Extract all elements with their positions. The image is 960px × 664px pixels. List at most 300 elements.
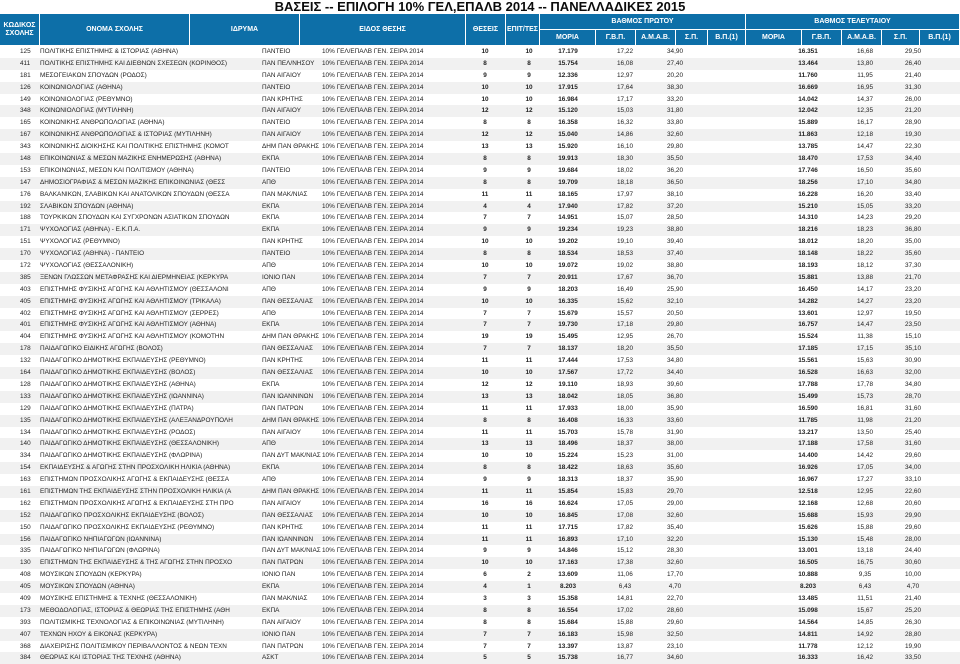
cell-first-moria: 15.679 <box>558 309 578 317</box>
cell-last-moria: 14.811 <box>798 630 818 638</box>
cell-positions: 9 <box>483 226 487 234</box>
cell-first-amab: 31,00 <box>667 452 683 460</box>
cell-institution: ΠΑΝ ΠΑΤΡΩΝ <box>262 642 304 650</box>
cell-code: 167 <box>20 131 31 139</box>
cell-first-gbp: 15,88 <box>617 618 633 626</box>
cell-last-amab: 24,40 <box>905 547 921 555</box>
cell-last-amab: 23,20 <box>905 297 921 305</box>
cell-first-amab: 33,80 <box>667 119 683 127</box>
cell-first-moria: 18.534 <box>558 250 578 258</box>
table-row <box>0 82 960 94</box>
cell-first-moria: 15.738 <box>558 654 578 662</box>
cell-last-moria: 15.098 <box>798 606 818 614</box>
cell-first-gbp: 16,49 <box>617 285 633 293</box>
cell-last-amab: 4,70 <box>906 583 920 591</box>
cell-school: ΠΑΙΔΑΓΩΓΙΚΟ ΕΙΔΙΚΗΣ ΑΓΩΓΗΣ (ΒΟΛΟΣ) <box>40 345 163 353</box>
table-row <box>0 605 960 617</box>
cell-last-gbp: 13,18 <box>857 547 873 555</box>
cell-last-amab: 28,80 <box>905 630 921 638</box>
cell-institution: ΑΣΚΤ <box>262 654 279 662</box>
cell-positions: 7 <box>483 309 487 317</box>
table-row <box>0 569 960 581</box>
cell-institution: ΠΑΝ ΑΙΓΑΙΟΥ <box>262 428 301 436</box>
table-body <box>0 46 960 664</box>
cell-last-amab: 30,60 <box>905 559 921 567</box>
cell-positions: 8 <box>483 464 487 472</box>
cell-school: ΕΠΙΣΤΗΜΗΣ ΦΥΣΙΚΗΣ ΑΓΩΓΗΣ ΚΑΙ ΑΘΛΗΤΙΣΜΟΥ (ΑΘΗΝΑ) <box>40 321 217 329</box>
cell-last-gbp: 14,47 <box>857 321 873 329</box>
cell-school: ΜΟΥΣΙΚΗΣ ΕΠΙΣΤΗΜΗΣ & ΤΕΧΝΗΣ (ΘΕΣΣΑΛΟΝΙΚΗ) <box>40 594 197 602</box>
cell-first-moria: 16.845 <box>558 511 578 519</box>
cell-positions: 12 <box>481 131 489 139</box>
cell-last-moria: 18.256 <box>798 178 818 186</box>
cell-admitted: 2 <box>527 571 531 579</box>
cell-last-moria: 15.881 <box>798 273 818 281</box>
table-row <box>0 403 960 415</box>
cell-type: 10% ΓΕΛ/ΕΠΑΛΒ ΓΕΝ. ΣΕΙΡΑ 2014 <box>322 262 424 270</box>
cell-type: 10% ΓΕΛ/ΕΠΑΛΒ ΓΕΝ. ΣΕΙΡΑ 2014 <box>322 535 424 543</box>
cell-first-amab: 29,80 <box>667 143 683 151</box>
cell-institution: ΠΑΝ ΔΥΤ ΜΑΚ/ΝΙΑΣ <box>262 452 321 460</box>
cell-type: 10% ΓΕΛ/ΕΠΑΛΒ ΓΕΝ. ΣΕΙΡΑ 2014 <box>322 452 424 460</box>
cell-school: ΕΠΙΣΤΗΜΩΝ ΤΗΣ ΕΚΠΑΙΔΕΥΣΗΣ ΣΤΗΝ ΠΡΟΣΧΟΛΙΚΗ ΗΛΙΚΙΑ (Α <box>40 487 232 495</box>
cell-code: 135 <box>20 416 31 424</box>
cell-last-gbp: 18,20 <box>857 238 873 246</box>
header-school: ΟΝΟΜΑ ΣΧΟΛΗΣ <box>40 14 190 46</box>
cell-type: 10% ΓΕΛ/ΕΠΑΛΒ ΓΕΝ. ΣΕΙΡΑ 2014 <box>322 618 424 626</box>
cell-first-moria: 15.684 <box>558 618 578 626</box>
cell-last-gbp: 13,88 <box>857 273 873 281</box>
table-row <box>0 331 960 343</box>
cell-first-gbp: 18,18 <box>617 178 633 186</box>
cell-first-amab: 26,70 <box>667 333 683 341</box>
cell-school: ΠΑΙΔΑΓΩΓΙΚΟ ΔΗΜΟΤΙΚΗΣ ΕΚΠΑΙΔΕΥΣΗΣ (ΡΕΘΥΜΝΟ) <box>40 357 206 365</box>
cell-institution: ΠΑΝ ΚΡΗΤΗΣ <box>262 523 303 531</box>
cell-last-moria: 14.282 <box>798 297 818 305</box>
cell-first-gbp: 16,33 <box>617 416 633 424</box>
cell-type: 10% ΓΕΛ/ΕΠΑΛΒ ΓΕΝ. ΣΕΙΡΑ 2014 <box>322 107 424 115</box>
cell-last-moria: 17.746 <box>798 166 818 174</box>
header-last-gbp: Γ.Β.Π. <box>802 30 842 46</box>
cell-code: 161 <box>20 487 31 495</box>
cell-type: 10% ΓΕΛ/ΕΠΑΛΒ ΓΕΝ. ΣΕΙΡΑ 2014 <box>322 642 424 650</box>
cell-first-moria: 14.951 <box>558 214 578 222</box>
cell-school: ΠΑΙΔΑΓΩΓΙΚΟ ΝΗΠΙΑΓΩΓΩΝ (ΦΛΩΡΙΝΑ) <box>40 547 160 555</box>
cell-first-gbp: 18,02 <box>617 166 633 174</box>
cell-positions: 7 <box>483 321 487 329</box>
cell-admitted: 1 <box>527 583 531 591</box>
header-first-score: ΒΑΘΜΟΣ ΠΡΩΤΟΥ <box>540 14 746 30</box>
table-row <box>0 224 960 236</box>
table-row <box>0 308 960 320</box>
cell-last-gbp: 12,97 <box>857 309 873 317</box>
cell-first-amab: 25,90 <box>667 285 683 293</box>
cell-type: 10% ΓΕΛ/ΕΠΑΛΒ ΓΕΝ. ΣΕΙΡΑ 2014 <box>322 499 424 507</box>
header-first-amab: Α.Μ.Α.Β. <box>636 30 676 46</box>
cell-school: ΞΕΝΩΝ ΓΛΩΣΣΩΝ ΜΕΤΑΦΡΑΣΗΣ ΚΑΙ ΔΙΕΡΜΗΝΕΙΑΣ (ΚΕΡΚΥΡΑ <box>40 273 229 281</box>
table-row <box>0 201 960 213</box>
cell-last-amab: 29,90 <box>905 511 921 519</box>
header-last-moria: ΜΟΡΙΑ <box>746 30 802 46</box>
cell-first-gbp: 15,98 <box>617 630 633 638</box>
table-row <box>0 165 960 177</box>
cell-school: ΠΟΛΙΤΙΚΗΣ ΕΠΙΣΤΗΜΗΣ & ΙΣΤΟΡΙΑΣ (ΑΘΗΝΑ) <box>40 48 178 55</box>
cell-last-gbp: 18,23 <box>857 226 873 234</box>
cell-first-gbp: 17,67 <box>617 273 633 281</box>
table-row <box>0 593 960 605</box>
cell-admitted: 5 <box>527 654 531 662</box>
table-row <box>0 462 960 474</box>
cell-school: ΕΚΠΑΙΔΕΥΣΗΣ & ΑΓΩΓΗΣ ΣΤΗΝ ΠΡΟΣΧΟΛΙΚΗ ΗΛΙΚΙΑ (ΑΘΗΝΑ) <box>40 464 231 472</box>
cell-admitted: 8 <box>527 59 531 67</box>
cell-last-moria: 17.188 <box>798 440 818 448</box>
cell-school: ΕΠΙΣΤΗΜΗΣ ΦΥΣΙΚΗΣ ΑΓΩΓΗΣ ΚΑΙ ΑΘΛΗΤΙΣΜΟΥ (ΚΟΜΟΤΗΝ <box>40 333 225 341</box>
cell-school: ΤΕΧΝΩΝ ΗΧΟΥ & ΕΙΚΟΝΑΣ (ΚΕΡΚΥΡΑ) <box>40 630 158 638</box>
cell-admitted: 8 <box>527 178 531 186</box>
cell-first-moria: 15.040 <box>558 131 578 139</box>
cell-last-amab: 33,20 <box>905 202 921 210</box>
cell-last-moria: 12.168 <box>798 499 818 507</box>
cell-first-amab: 32,20 <box>667 535 683 543</box>
cell-first-moria: 16.335 <box>558 297 578 305</box>
cell-last-gbp: 14,47 <box>857 143 873 151</box>
cell-first-amab: 28,30 <box>667 547 683 555</box>
cell-last-gbp: 14,17 <box>857 285 873 293</box>
cell-code: 165 <box>20 119 31 127</box>
cell-code: 149 <box>20 95 31 103</box>
cell-admitted: 10 <box>525 83 533 91</box>
cell-first-moria: 17.715 <box>558 523 578 531</box>
cell-first-moria: 16.554 <box>558 606 578 614</box>
cell-institution: ΠΑΝ ΑΙΓΑΙΟΥ <box>262 618 301 626</box>
cell-code: 343 <box>20 143 31 151</box>
cell-type: 10% ΓΕΛ/ΕΠΑΛΒ ΓΕΝ. ΣΕΙΡΑ 2014 <box>322 250 424 258</box>
cell-last-moria: 8.203 <box>800 583 816 591</box>
cell-last-gbp: 14,85 <box>857 618 873 626</box>
cell-last-moria: 11.778 <box>798 642 818 650</box>
cell-first-amab: 32,50 <box>667 630 683 638</box>
cell-first-moria: 16.893 <box>558 535 578 543</box>
cell-last-amab: 35,60 <box>905 166 921 174</box>
cell-admitted: 8 <box>527 155 531 163</box>
cell-first-gbp: 17,97 <box>617 190 633 198</box>
cell-last-gbp: 16,75 <box>857 559 873 567</box>
cell-last-moria: 15.889 <box>798 119 818 127</box>
cell-type: 10% ΓΕΛ/ΕΠΑΛΒ ΓΕΝ. ΣΕΙΡΑ 2014 <box>322 131 424 139</box>
cell-admitted: 9 <box>527 71 531 79</box>
cell-first-gbp: 6,43 <box>618 583 632 591</box>
cell-last-amab: 31,30 <box>905 83 921 91</box>
cell-institution: ΠΑΝ ΘΕΣΣΑΛΙΑΣ <box>262 511 313 519</box>
cell-code: 173 <box>20 606 31 614</box>
cell-first-moria: 17.933 <box>558 404 578 412</box>
cell-first-moria: 15.224 <box>558 452 578 460</box>
cell-last-gbp: 12,18 <box>857 131 873 139</box>
cell-type: 10% ΓΕΛ/ΕΠΑΛΒ ΓΕΝ. ΣΕΙΡΑ 2014 <box>322 95 424 103</box>
cell-last-gbp: 17,53 <box>857 155 873 163</box>
cell-type: 10% ΓΕΛ/ΕΠΑΛΒ ΓΕΝ. ΣΕΙΡΑ 2014 <box>322 380 424 388</box>
cell-type: 10% ΓΕΛ/ΕΠΑΛΒ ΓΕΝ. ΣΕΙΡΑ 2014 <box>322 309 424 317</box>
cell-last-gbp: 14,92 <box>857 630 873 638</box>
cell-institution: ΠΑΝ ΚΡΗΤΗΣ <box>262 357 303 365</box>
cell-institution: ΔΗΜ ΠΑΝ ΘΡΑΚΗΣ <box>262 416 320 424</box>
cell-last-amab: 29,20 <box>905 214 921 222</box>
cell-first-amab: 29,00 <box>667 499 683 507</box>
header-inst: ΙΔΡΥΜΑ <box>190 14 300 46</box>
cell-code: 162 <box>20 499 31 507</box>
cell-first-amab: 17,70 <box>667 571 683 579</box>
cell-positions: 11 <box>481 535 489 543</box>
cell-institution: ΠΑΝΤΕΙΟ <box>262 119 291 127</box>
cell-admitted: 10 <box>525 559 533 567</box>
table-header <box>0 14 960 46</box>
cell-positions: 9 <box>483 547 487 555</box>
cell-admitted: 8 <box>527 606 531 614</box>
cell-last-moria: 15.561 <box>798 357 818 365</box>
cell-last-amab: 23,50 <box>905 321 921 329</box>
cell-first-gbp: 15,62 <box>617 297 633 305</box>
cell-school: ΔΙΑΧΕΙΡΙΣΗΣ ΠΟΛΙΤΙΣΜΙΚΟΥ ΠΕΡΙΒΑΛΛΟΝΤΟΣ & ΝΕΩΝ ΤΕΧΝ <box>40 642 227 650</box>
cell-first-moria: 16.408 <box>558 416 578 424</box>
cell-last-gbp: 6,43 <box>858 583 872 591</box>
cell-institution: ΠΑΝ ΑΙΓΑΙΟΥ <box>262 107 301 115</box>
cell-first-moria: 19.110 <box>558 380 578 388</box>
cell-last-moria: 16.505 <box>798 559 818 567</box>
table-row <box>0 522 960 534</box>
cell-last-amab: 35,60 <box>905 250 921 258</box>
cell-last-moria: 15.499 <box>798 392 818 400</box>
cell-first-amab: 35,60 <box>667 464 683 472</box>
cell-first-gbp: 18,30 <box>617 155 633 163</box>
cell-first-amab: 31,90 <box>667 428 683 436</box>
cell-first-gbp: 15,57 <box>617 309 633 317</box>
cell-last-gbp: 17,15 <box>857 345 873 353</box>
cell-school: ΔΗΜΟΣΙΟΓΡΑΦΙΑΣ & ΜΕΣΩΝ ΜΑΖΙΚΗΣ ΕΠΙΚΟΙΝΩΝΙΑΣ (ΘΕΣΣ <box>40 178 226 186</box>
cell-first-amab: 29,80 <box>667 321 683 329</box>
cell-first-gbp: 15,12 <box>617 547 633 555</box>
cell-code: 402 <box>20 309 31 317</box>
cell-institution: ΕΚΠΑ <box>262 202 280 210</box>
cell-positions: 7 <box>483 273 487 281</box>
cell-institution: ΕΚΠΑ <box>262 214 280 222</box>
cell-type: 10% ΓΕΛ/ΕΠΑΛΒ ΓΕΝ. ΣΕΙΡΑ 2014 <box>322 48 424 55</box>
cell-first-amab: 31,80 <box>667 107 683 115</box>
cell-first-amab: 27,40 <box>667 59 683 67</box>
cell-admitted: 10 <box>525 369 533 377</box>
cell-first-gbp: 17,08 <box>617 511 633 519</box>
cell-last-moria: 16.590 <box>798 404 818 412</box>
cell-first-amab: 28,50 <box>667 214 683 222</box>
cell-positions: 5 <box>483 654 487 662</box>
cell-first-amab: 36,50 <box>667 178 683 186</box>
cell-last-amab: 26,40 <box>905 59 921 67</box>
cell-positions: 12 <box>481 380 489 388</box>
cell-institution: ΠΑΝ ΑΙΓΑΙΟΥ <box>262 499 301 507</box>
cell-first-amab: 33,60 <box>667 416 683 424</box>
cell-last-moria: 13.601 <box>798 309 818 317</box>
cell-institution: ΙΟΝΙΟ ΠΑΝ <box>262 273 296 281</box>
cell-code: 148 <box>20 155 31 163</box>
cell-institution: ΠΑΝ ΙΩΑΝΝΙΝΩΝ <box>262 392 314 400</box>
cell-first-moria: 18.137 <box>558 345 578 353</box>
cell-last-gbp: 15,05 <box>857 202 873 210</box>
cell-first-gbp: 17,18 <box>617 321 633 329</box>
cell-first-amab: 35,90 <box>667 476 683 484</box>
cell-last-moria: 15.210 <box>798 202 818 210</box>
cell-positions: 11 <box>481 487 489 495</box>
cell-admitted: 7 <box>527 345 531 353</box>
cell-admitted: 10 <box>525 238 533 246</box>
cell-last-amab: 34,40 <box>905 155 921 163</box>
cell-first-gbp: 17,82 <box>617 202 633 210</box>
cell-first-amab: 35,50 <box>667 345 683 353</box>
cell-first-gbp: 19,10 <box>617 238 633 246</box>
cell-positions: 8 <box>483 416 487 424</box>
cell-code: 128 <box>20 380 31 388</box>
cell-last-amab: 25,40 <box>905 428 921 436</box>
cell-admitted: 13 <box>525 143 533 151</box>
cell-institution: ΑΠΘ <box>262 440 276 448</box>
header-last-amab: Α.Μ.Α.Β. <box>842 30 882 46</box>
cell-positions: 10 <box>481 452 489 460</box>
cell-school: ΨΥΧΟΛΟΓΙΑΣ (ΡΕΘΥΜΝΟ) <box>40 238 120 246</box>
cell-school: ΠΑΙΔΑΓΩΓΙΚΟ ΔΗΜΟΤΙΚΗΣ ΕΚΠΑΙΔΕΥΣΗΣ (ΦΛΩΡΙΝΑ) <box>40 452 203 460</box>
cell-positions: 4 <box>483 202 487 210</box>
table-row <box>0 545 960 557</box>
table-row <box>0 438 960 450</box>
cell-first-amab: 38,80 <box>667 262 683 270</box>
cell-admitted: 12 <box>525 131 533 139</box>
cell-admitted: 9 <box>527 166 531 174</box>
cell-type: 10% ΓΕΛ/ΕΠΑΛΒ ΓΕΝ. ΣΕΙΡΑ 2014 <box>322 511 424 519</box>
cell-first-moria: 17.179 <box>558 48 578 55</box>
cell-school: ΘΕΩΡΙΑΣ ΚΑΙ ΙΣΤΟΡΙΑΣ ΤΗΣ ΤΕΧΝΗΣ (ΑΘΗΝΑ) <box>40 654 181 662</box>
cell-admitted: 7 <box>527 214 531 222</box>
header-code: ΚΩΔΙΚΟΣ ΣΧΟΛΗΣ <box>0 14 40 46</box>
cell-last-gbp: 16,81 <box>857 404 873 412</box>
cell-first-gbp: 15,78 <box>617 428 633 436</box>
cell-first-amab: 38,00 <box>667 440 683 448</box>
cell-school: ΒΑΛΚΑΝΙΚΩΝ, ΣΛΑΒΙΚΩΝ ΚΑΙ ΑΝΑΤΟΛΙΚΩΝ ΣΠΟΥΔΩΝ (ΘΕΣΣΑ <box>40 190 230 198</box>
table-row <box>0 319 960 331</box>
cell-school: ΠΑΙΔΑΓΩΓΙΚΟ ΔΗΜΟΤΙΚΗΣ ΕΚΠΑΙΔΕΥΣΗΣ (ΡΟΔΟΣ) <box>40 428 196 436</box>
cell-first-gbp: 17,05 <box>617 499 633 507</box>
cell-last-amab: 19,50 <box>905 309 921 317</box>
cell-first-moria: 16.358 <box>558 119 578 127</box>
cell-last-gbp: 14,23 <box>857 214 873 222</box>
cell-first-amab: 34,60 <box>667 654 683 662</box>
cell-admitted: 11 <box>525 190 533 198</box>
cell-code: 140 <box>20 440 31 448</box>
cell-first-gbp: 17,10 <box>617 535 633 543</box>
cell-last-gbp: 17,27 <box>857 476 873 484</box>
cell-positions: 10 <box>481 238 489 246</box>
header-admitted: ΕΠΙΤ/ΤΕΣ <box>506 14 540 46</box>
table-row <box>0 557 960 569</box>
cell-type: 10% ΓΕΛ/ΕΠΑΛΒ ΓΕΝ. ΣΕΙΡΑ 2014 <box>322 404 424 412</box>
cell-last-amab: 22,30 <box>905 143 921 151</box>
cell-school: ΚΟΙΝΩΝΙΟΛΟΓΙΑΣ (ΑΘΗΝΑ) <box>40 83 123 91</box>
cell-first-gbp: 15,83 <box>617 487 633 495</box>
cell-admitted: 10 <box>525 297 533 305</box>
cell-positions: 7 <box>483 630 487 638</box>
cell-last-gbp: 12,68 <box>857 499 873 507</box>
table-row <box>0 94 960 106</box>
cell-type: 10% ΓΕΛ/ΕΠΑΛΒ ΓΕΝ. ΣΕΙΡΑ 2014 <box>322 155 424 163</box>
cell-first-amab: 32,60 <box>667 131 683 139</box>
cell-last-moria: 11.785 <box>798 416 818 424</box>
cell-last-moria: 11.760 <box>798 71 818 79</box>
cell-first-amab: 35,40 <box>667 523 683 531</box>
cell-last-amab: 29,60 <box>905 523 921 531</box>
cell-first-gbp: 18,63 <box>617 464 633 472</box>
cell-type: 10% ΓΕΛ/ΕΠΑΛΒ ΓΕΝ. ΣΕΙΡΑ 2014 <box>322 226 424 234</box>
cell-last-amab: 28,00 <box>905 535 921 543</box>
cell-last-moria: 12.042 <box>798 107 818 115</box>
table-row <box>0 367 960 379</box>
cell-code: 403 <box>20 285 31 293</box>
cell-school: ΠΑΙΔΑΓΩΓΙΚΟ ΔΗΜΟΤΙΚΗΣ ΕΚΠΑΙΔΕΥΣΗΣ (ΒΟΛΟΣ) <box>40 369 196 377</box>
cell-admitted: 9 <box>527 476 531 484</box>
cell-code: 404 <box>20 333 31 341</box>
cell-admitted: 3 <box>527 594 531 602</box>
cell-first-moria: 19.072 <box>558 262 578 270</box>
cell-code: 129 <box>20 404 31 412</box>
cell-last-moria: 13.217 <box>798 428 818 436</box>
cell-code: 163 <box>20 476 31 484</box>
cell-last-gbp: 16,95 <box>857 83 873 91</box>
cell-first-gbp: 15,03 <box>617 107 633 115</box>
cell-admitted: 10 <box>525 262 533 270</box>
cell-school: ΠΟΛΙΤΙΣΜΙΚΗΣ ΤΕΧΝΟΛΟΓΙΑΣ & ΕΠΙΚΟΙΝΩΝΙΑΣ (ΜΥΤΙΛΗΝΗ) <box>40 618 224 626</box>
cell-code: 192 <box>20 202 31 210</box>
cell-last-amab: 29,60 <box>905 452 921 460</box>
cell-positions: 11 <box>481 357 489 365</box>
cell-last-gbp: 12,95 <box>857 487 873 495</box>
cell-type: 10% ΓΕΛ/ΕΠΑΛΒ ΓΕΝ. ΣΕΙΡΑ 2014 <box>322 190 424 198</box>
cell-last-amab: 26,00 <box>905 95 921 103</box>
cell-admitted: 4 <box>527 202 531 210</box>
cell-type: 10% ΓΕΛ/ΕΠΑΛΒ ΓΕΝ. ΣΕΙΡΑ 2014 <box>322 333 424 341</box>
table-row <box>0 153 960 165</box>
cell-first-amab: 33,20 <box>667 95 683 103</box>
cell-first-gbp: 19,23 <box>617 226 633 234</box>
cell-last-moria: 15.524 <box>798 333 818 341</box>
cell-school: ΨΥΧΟΛΟΓΙΑΣ (ΑΘΗΝΑ) - ΠΑΝΤΕΙΟ <box>40 250 145 258</box>
cell-type: 10% ΓΕΛ/ΕΠΑΛΒ ΓΕΝ. ΣΕΙΡΑ 2014 <box>322 297 424 305</box>
cell-last-gbp: 15,93 <box>857 511 873 519</box>
cell-positions: 11 <box>481 428 489 436</box>
cell-first-moria: 16.183 <box>558 630 578 638</box>
cell-last-amab: 31,60 <box>905 440 921 448</box>
cell-last-gbp: 12,12 <box>857 642 873 650</box>
cell-positions: 10 <box>481 83 489 91</box>
cell-first-amab: 39,60 <box>667 380 683 388</box>
cell-positions: 11 <box>481 190 489 198</box>
cell-positions: 10 <box>481 559 489 567</box>
cell-positions: 10 <box>481 48 489 55</box>
cell-code: 334 <box>20 452 31 460</box>
cell-institution: ΠΑΝ ΠΑΤΡΩΝ <box>262 404 304 412</box>
cell-last-amab: 21,40 <box>905 71 921 79</box>
cell-last-amab: 32,00 <box>905 369 921 377</box>
table-row <box>0 70 960 82</box>
cell-first-moria: 19.730 <box>558 321 578 329</box>
cell-type: 10% ΓΕΛ/ΕΠΑΛΒ ΓΕΝ. ΣΕΙΡΑ 2014 <box>322 416 424 424</box>
cell-first-amab: 23,10 <box>667 642 683 650</box>
cell-first-gbp: 15,07 <box>617 214 633 222</box>
cell-code: 164 <box>20 369 31 377</box>
